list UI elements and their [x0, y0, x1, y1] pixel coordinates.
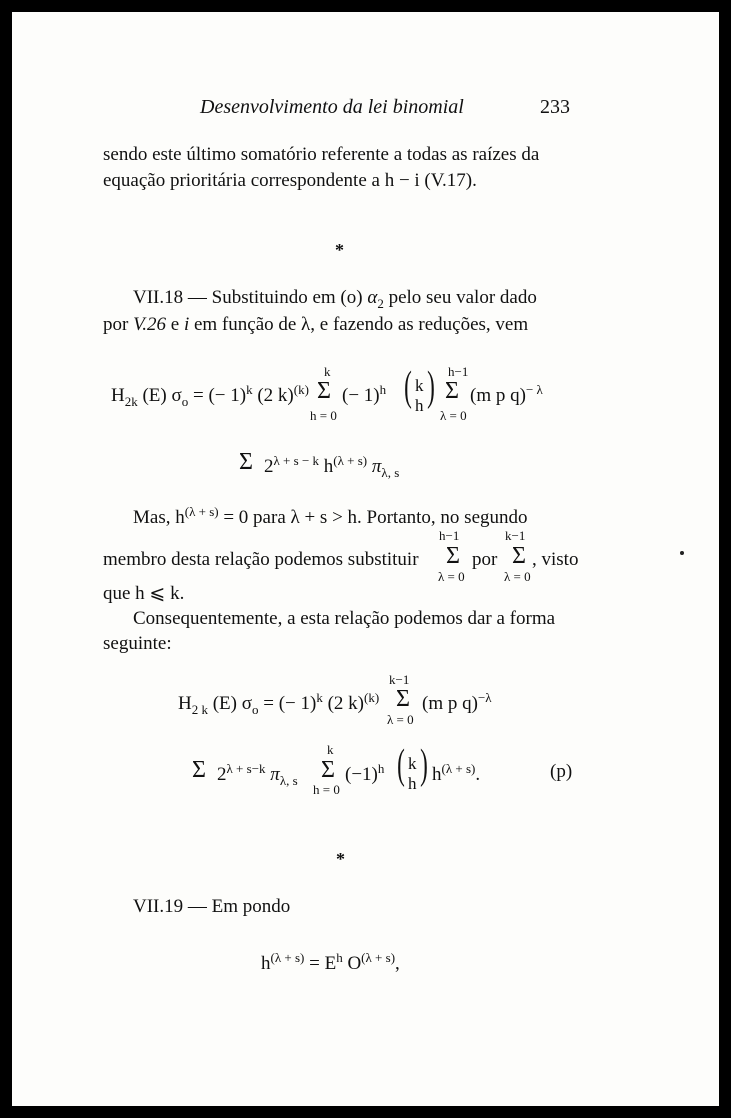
- equation-1-lhs: $H_{2k}$ (E) $\sigma_o$ = (− 1)$^k$ (2 k)$^{(k)}$: [111, 382, 309, 409]
- equation-2-tail: (m p q)$^{-\lambda}$: [422, 690, 492, 714]
- sum-lower-limit: λ = 0: [504, 569, 531, 584]
- paragraph-word: , visto: [532, 549, 579, 570]
- equation-2-line2-part2: $h^{(\lambda + s)}$.: [432, 761, 481, 785]
- section-separator: *: [336, 849, 345, 869]
- equation-2-sign: $(-1)^h$: [345, 761, 385, 785]
- equation-1-line2: $2^{\lambda + s - k}$ $h^{(\lambda + s)}$ $\pi_{\lambda, s}$: [264, 453, 400, 480]
- sum-lower-limit: λ = 0: [440, 408, 467, 423]
- paragraph-word: por: [472, 549, 498, 570]
- sum-lower-limit: h = 0: [310, 408, 337, 423]
- sum-upper-limit: k: [327, 742, 334, 757]
- scan-speck: [680, 551, 684, 555]
- summation-symbol: Σ: [317, 378, 331, 404]
- summation-symbol: Σ: [512, 543, 526, 569]
- summation-symbol: Σ: [239, 449, 253, 475]
- summation-symbol: Σ: [396, 686, 410, 712]
- running-title: Desenvolvimento da lei binomial: [200, 96, 464, 118]
- summation-symbol: Σ: [445, 378, 459, 404]
- sum-upper-limit: k−1: [505, 528, 526, 543]
- sum-lower-limit: h = 0: [313, 782, 340, 797]
- section-vii18-line2: por V.26 e i em função de λ, e fazendo as reduções, vem: [103, 314, 529, 335]
- paragraph-line: membro desta relação podemos substituir: [103, 549, 419, 570]
- paragraph-line: seguinte:: [103, 633, 172, 654]
- equation-1-tail: (m p q)$^{- \lambda}$: [470, 382, 543, 406]
- sum-upper-limit: h−1: [448, 364, 469, 379]
- sum-upper-limit: k−1: [389, 672, 410, 687]
- paragraph-line: equação prioritária correspondente a h − i (V.17).: [103, 170, 477, 191]
- paragraph-line: sendo este último somatório referente a todas as raízes da: [103, 144, 540, 165]
- section-separator: *: [335, 240, 344, 260]
- sum-lower-limit: λ = 0: [387, 712, 414, 727]
- book-page: [12, 12, 719, 1106]
- paragraph-line: Mas, $h^{(\lambda + s)} = 0$ para λ + s > h. Portanto, no segundo: [133, 504, 528, 528]
- equation-label: (p): [550, 761, 573, 782]
- section-vii18-line1: VII.18 — Substituindo em (o) $\alpha_2$ pelo seu valor dado: [133, 287, 537, 311]
- binomial-coefficient: ( k h): [404, 364, 435, 416]
- summation-symbol: Σ: [192, 757, 206, 783]
- binomial-coefficient: ( k h): [397, 742, 428, 794]
- sum-lower-limit: λ = 0: [438, 569, 465, 584]
- equation-2-lhs: $H_{2 k}$ (E) $\sigma_o$ = (− 1)$^k$ (2 k)$^{(k)}$: [178, 690, 380, 717]
- summation-symbol: Σ: [321, 757, 335, 783]
- paragraph-line: que h ⩽ k.: [103, 583, 185, 604]
- section-vii19-heading: VII.19 — Em pondo: [133, 896, 291, 917]
- equation-1-sign: (− 1)$^h$: [342, 382, 387, 406]
- summation-symbol: Σ: [446, 543, 460, 569]
- sum-upper-limit: k: [324, 364, 331, 379]
- paragraph-line: Consequentemente, a esta relação podemos dar a forma: [133, 608, 556, 629]
- sum-upper-limit: h−1: [439, 528, 460, 543]
- page-number: 233: [540, 96, 570, 118]
- equation-2-line2-part1: $2^{\lambda + s-k}$ $\pi_{\lambda, s}$: [217, 761, 298, 788]
- equation-3: $h^{(\lambda + s)} = E^h$ $O^{(\lambda + s)}$,: [261, 950, 400, 974]
